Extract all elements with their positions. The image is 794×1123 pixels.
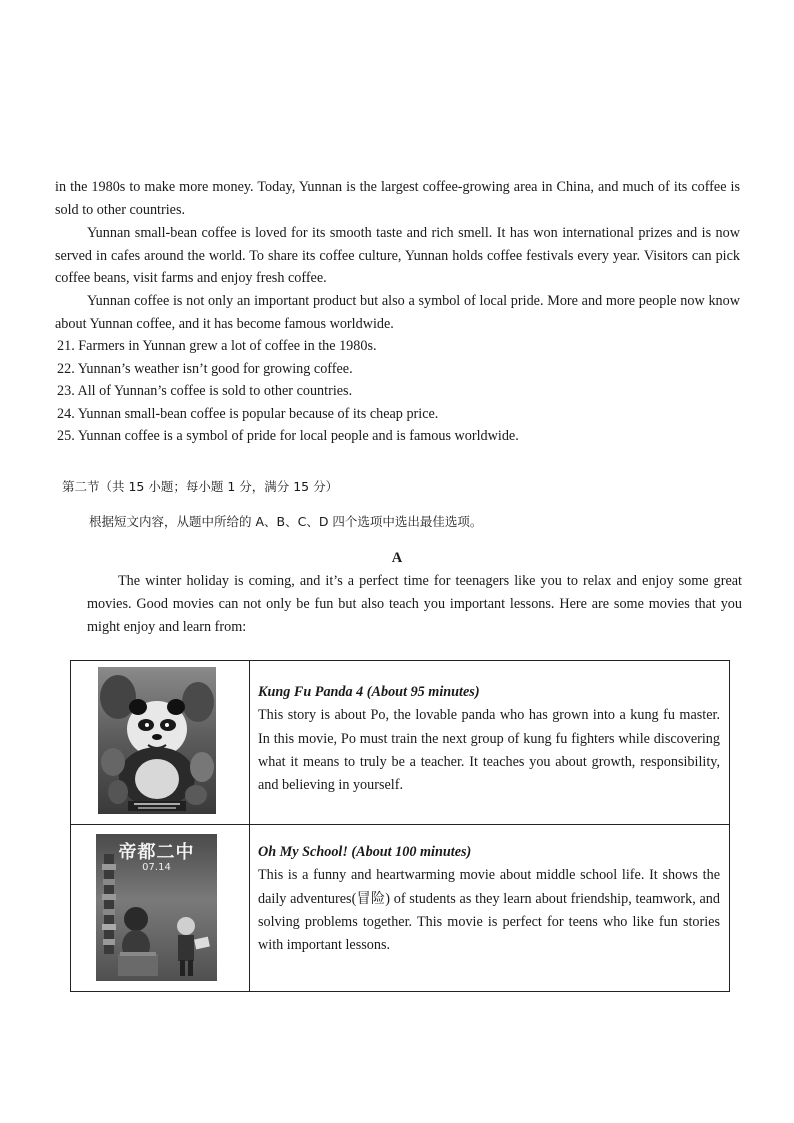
oh-my-school-poster bbox=[96, 834, 217, 981]
question-22: 22. Yunnan’s weather isn’t good for growing coffee. bbox=[57, 361, 353, 377]
kung-fu-panda-info bbox=[258, 681, 720, 797]
movie-title-kung-fu-panda: Kung Fu Panda 4 (About 95 minutes) bbox=[258, 684, 480, 700]
kung-fu-panda-poster bbox=[98, 667, 216, 814]
question-23: 23. All of Yunnan’s coffee is sold to other countries. bbox=[57, 383, 353, 399]
poster-date-text: 07.14 bbox=[142, 862, 171, 873]
movie-row-kung-fu-panda bbox=[71, 661, 729, 825]
movie-title-oh-my-school: Oh My School! (About 100 minutes) bbox=[258, 844, 472, 860]
section-heading: 第二节（共 15 小题；每小题 1 分，满分 15 分） bbox=[62, 479, 339, 494]
passage-paragraph-1: in the 1980s to make more money. Today, Yunnan is the largest coffee-growing area in China, and much of its coffee is sold to other countries. bbox=[55, 179, 740, 218]
movie-table bbox=[70, 660, 730, 992]
poster-title-text: 帝都二中 bbox=[118, 842, 195, 863]
table-column-divider bbox=[249, 661, 250, 991]
passage-paragraph-2: Yunnan small-bean coffee is loved for its smooth taste and rich smell. It has won international prizes and is now served in cafes around the world. To share its coffee culture, Yunnan holds coffee festivals every year. Visitors can pick coffee beans, visit farms and enjoy fresh coffee. bbox=[55, 225, 740, 287]
movie-row-oh-my-school bbox=[71, 825, 729, 991]
question-24: 24. Yunnan small-bean coffee is popular because of its cheap price. bbox=[57, 406, 439, 422]
article-intro: The winter holiday is coming, and it’s a perfect time for teenagers like you to relax and enjoy some great movies. Good movies can not only be fun but also teach you important lessons. Here are some movies that you might enjoy and learn from: bbox=[87, 573, 742, 635]
panda-poster-image bbox=[98, 667, 216, 814]
movie-description-oh-my-school: This is a funny and heartwarming movie about middle school life. It shows the daily adventures(冒险) of students as they learn about friendship, teamwork, and solving problems together. This movie is perfect for teens who like fun stories with important lessons. bbox=[258, 867, 720, 954]
question-21: 21. Farmers in Yunnan grew a lot of coffee in the 1980s. bbox=[57, 338, 377, 354]
section-instruction: 根据短文内容，从题中所给的 A、B、C、D 四个选项中选出最佳选项。 bbox=[89, 514, 483, 529]
oh-my-school-info bbox=[258, 841, 720, 957]
passage-paragraph-3: Yunnan coffee is not only an important product but also a symbol of local pride. More and more people now know about Yunnan coffee, and it has become famous worldwide. bbox=[55, 293, 740, 332]
article-label: A bbox=[391, 550, 403, 566]
question-25: 25. Yunnan coffee is a symbol of pride for local people and is famous worldwide. bbox=[57, 428, 519, 444]
movie-description-kung-fu-panda: This story is about Po, the lovable panda who has grown into a kung fu master. In this movie, Po must train the next group of kung fu fighters while discovering what it means to truly be a teacher. It teaches you about growth, responsibility, and believing in yourself. bbox=[258, 707, 720, 794]
